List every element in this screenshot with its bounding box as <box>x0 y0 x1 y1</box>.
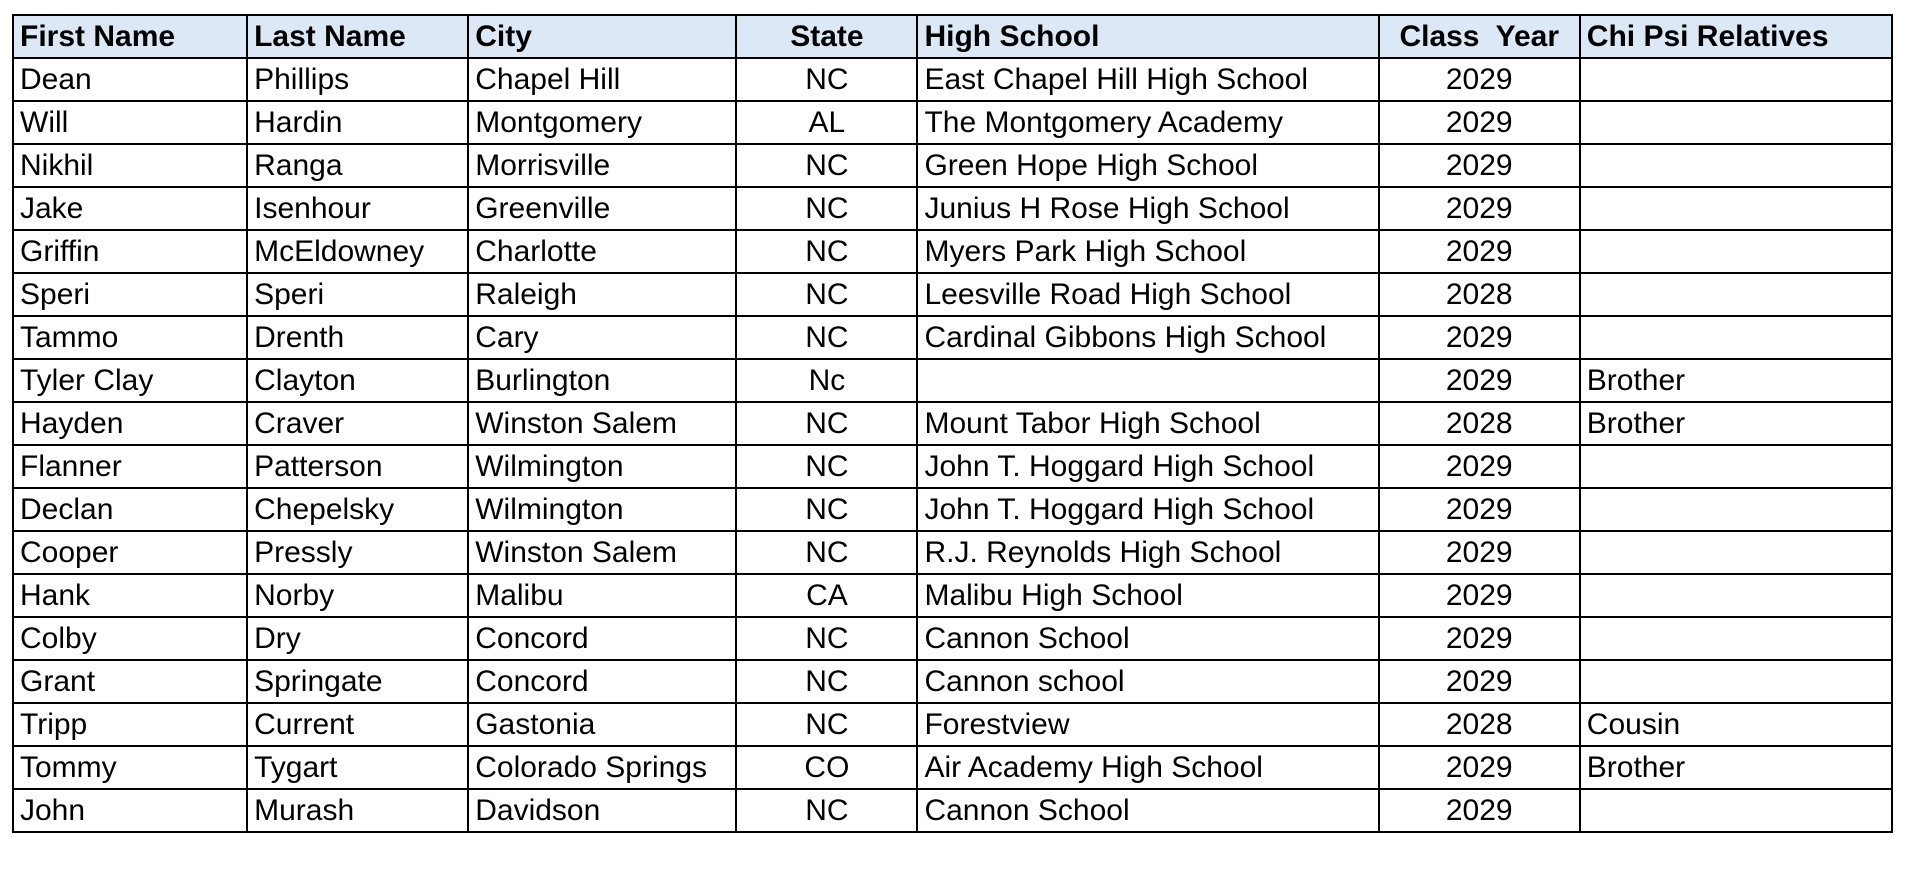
table-row <box>13 488 1892 531</box>
cell-last-name[interactable]: Ranga <box>247 144 468 187</box>
cell-first-name[interactable]: Tripp <box>13 703 247 746</box>
cell-high-school[interactable]: Cannon school <box>917 660 1378 703</box>
table-row <box>13 703 1892 746</box>
cell-chi-psi-relatives[interactable]: Cousin <box>1580 703 1892 746</box>
cell-city[interactable]: Wilmington <box>468 488 736 531</box>
header-high-school[interactable]: High School <box>917 15 1378 58</box>
cell-state[interactable]: NC <box>736 617 917 660</box>
cell-city[interactable]: Raleigh <box>468 273 736 316</box>
table-row <box>13 617 1892 660</box>
cell-last-name[interactable]: Hardin <box>247 101 468 144</box>
cell-first-name[interactable]: John <box>13 789 247 832</box>
cell-class-year[interactable]: 2029 <box>1379 101 1580 144</box>
cell-city[interactable]: Burlington <box>468 359 736 402</box>
cell-last-name[interactable]: Chepelsky <box>247 488 468 531</box>
cell-state[interactable]: CA <box>736 574 917 617</box>
table-row <box>13 445 1892 488</box>
cell-city[interactable]: Davidson <box>468 789 736 832</box>
cell-state[interactable]: NC <box>736 230 917 273</box>
cell-first-name[interactable]: Tyler Clay <box>13 359 247 402</box>
table-row <box>13 101 1892 144</box>
cell-city[interactable]: Wilmington <box>468 445 736 488</box>
cell-class-year[interactable]: 2029 <box>1379 746 1580 789</box>
cell-class-year[interactable]: 2029 <box>1379 789 1580 832</box>
cell-high-school[interactable]: Cardinal Gibbons High School <box>917 316 1378 359</box>
cell-high-school[interactable]: Malibu High School <box>917 574 1378 617</box>
cell-city[interactable]: Chapel Hill <box>468 58 736 101</box>
cell-first-name[interactable]: Hayden <box>13 402 247 445</box>
cell-high-school[interactable]: R.J. Reynolds High School <box>917 531 1378 574</box>
table-row <box>13 144 1892 187</box>
cell-high-school[interactable]: The Montgomery Academy <box>917 101 1378 144</box>
table-row <box>13 230 1892 273</box>
cell-state[interactable]: Nc <box>736 359 917 402</box>
cell-high-school[interactable]: Leesville Road High School <box>917 273 1378 316</box>
cell-first-name[interactable]: Hank <box>13 574 247 617</box>
cell-city[interactable]: Concord <box>468 617 736 660</box>
cell-state[interactable]: NC <box>736 531 917 574</box>
cell-chi-psi-relatives[interactable] <box>1580 58 1892 101</box>
cell-chi-psi-relatives[interactable] <box>1580 531 1892 574</box>
cell-city[interactable]: Malibu <box>468 574 736 617</box>
cell-class-year[interactable]: 2029 <box>1379 187 1580 230</box>
table-row <box>13 402 1892 445</box>
cell-class-year[interactable]: 2029 <box>1379 58 1580 101</box>
table-row <box>13 316 1892 359</box>
cell-last-name[interactable]: Norby <box>247 574 468 617</box>
cell-class-year[interactable]: 2028 <box>1379 402 1580 445</box>
cell-class-year[interactable]: 2029 <box>1379 144 1580 187</box>
cell-class-year[interactable]: 2029 <box>1379 488 1580 531</box>
cell-chi-psi-relatives[interactable] <box>1580 574 1892 617</box>
cell-chi-psi-relatives[interactable] <box>1580 789 1892 832</box>
cell-high-school[interactable]: Myers Park High School <box>917 230 1378 273</box>
cell-class-year[interactable]: 2028 <box>1379 703 1580 746</box>
cell-first-name[interactable]: Cooper <box>13 531 247 574</box>
cell-city[interactable]: Morrisville <box>468 144 736 187</box>
cell-city[interactable]: Winston Salem <box>468 531 736 574</box>
cell-state[interactable]: NC <box>736 316 917 359</box>
table-body <box>13 58 1892 832</box>
cell-high-school[interactable]: Cannon School <box>917 789 1378 832</box>
cell-class-year[interactable]: 2028 <box>1379 273 1580 316</box>
cell-state[interactable]: NC <box>736 789 917 832</box>
table-row <box>13 531 1892 574</box>
cell-class-year[interactable]: 2029 <box>1379 316 1580 359</box>
cell-chi-psi-relatives[interactable] <box>1580 273 1892 316</box>
cell-state[interactable]: NC <box>736 660 917 703</box>
cell-last-name[interactable]: Dry <box>247 617 468 660</box>
cell-class-year[interactable]: 2029 <box>1379 660 1580 703</box>
table-row <box>13 187 1892 230</box>
cell-high-school[interactable]: Junius H Rose High School <box>917 187 1378 230</box>
header-last-name[interactable]: Last Name <box>247 15 468 58</box>
table-row <box>13 273 1892 316</box>
cell-last-name[interactable]: Craver <box>247 402 468 445</box>
cell-chi-psi-relatives[interactable]: Brother <box>1580 746 1892 789</box>
cell-high-school[interactable] <box>917 359 1378 402</box>
cell-first-name[interactable]: Jake <box>13 187 247 230</box>
cell-class-year[interactable]: 2029 <box>1379 445 1580 488</box>
cell-first-name[interactable]: Griffin <box>13 230 247 273</box>
header-first-name[interactable]: First Name <box>13 15 247 58</box>
cell-high-school[interactable]: John T. Hoggard High School <box>917 488 1378 531</box>
header-city[interactable]: City <box>468 15 736 58</box>
cell-last-name[interactable]: Speri <box>247 273 468 316</box>
header-row <box>13 15 1892 58</box>
cell-last-name[interactable]: Pressly <box>247 531 468 574</box>
header-chi-psi-relatives[interactable]: Chi Psi Relatives <box>1580 15 1892 58</box>
cell-high-school[interactable]: Cannon School <box>917 617 1378 660</box>
cell-state[interactable]: NC <box>736 144 917 187</box>
cell-chi-psi-relatives[interactable] <box>1580 316 1892 359</box>
cell-state[interactable]: CO <box>736 746 917 789</box>
cell-first-name[interactable]: Flanner <box>13 445 247 488</box>
cell-chi-psi-relatives[interactable]: Brother <box>1580 359 1892 402</box>
cell-chi-psi-relatives[interactable]: Brother <box>1580 402 1892 445</box>
table-row <box>13 789 1892 832</box>
cell-chi-psi-relatives[interactable] <box>1580 488 1892 531</box>
cell-class-year[interactable]: 2029 <box>1379 574 1580 617</box>
cell-class-year[interactable]: 2029 <box>1379 359 1580 402</box>
cell-first-name[interactable]: Declan <box>13 488 247 531</box>
cell-high-school[interactable]: Forestview <box>917 703 1378 746</box>
cell-city[interactable]: Gastonia <box>468 703 736 746</box>
cell-high-school[interactable]: John T. Hoggard High School <box>917 445 1378 488</box>
cell-chi-psi-relatives[interactable] <box>1580 617 1892 660</box>
cell-last-name[interactable]: Phillips <box>247 58 468 101</box>
cell-high-school[interactable]: East Chapel Hill High School <box>917 58 1378 101</box>
cell-chi-psi-relatives[interactable] <box>1580 101 1892 144</box>
cell-chi-psi-relatives[interactable] <box>1580 660 1892 703</box>
cell-last-name[interactable]: Clayton <box>247 359 468 402</box>
cell-high-school[interactable]: Mount Tabor High School <box>917 402 1378 445</box>
cell-first-name[interactable]: Tommy <box>13 746 247 789</box>
cell-class-year[interactable]: 2029 <box>1379 617 1580 660</box>
cell-city[interactable]: Greenville <box>468 187 736 230</box>
cell-state[interactable]: NC <box>736 402 917 445</box>
cell-chi-psi-relatives[interactable] <box>1580 230 1892 273</box>
cell-high-school[interactable]: Green Hope High School <box>917 144 1378 187</box>
cell-state[interactable]: NC <box>736 58 917 101</box>
cell-chi-psi-relatives[interactable] <box>1580 187 1892 230</box>
cell-class-year[interactable]: 2029 <box>1379 230 1580 273</box>
cell-state[interactable]: NC <box>736 445 917 488</box>
cell-first-name[interactable]: Will <box>13 101 247 144</box>
cell-class-year[interactable]: 2029 <box>1379 531 1580 574</box>
cell-high-school[interactable]: Air Academy High School <box>917 746 1378 789</box>
cell-first-name[interactable]: Tammo <box>13 316 247 359</box>
header-state[interactable]: State <box>736 15 917 58</box>
cell-city[interactable]: Charlotte <box>468 230 736 273</box>
header-class-year[interactable]: Class Year <box>1379 15 1580 58</box>
cell-city[interactable]: Montgomery <box>468 101 736 144</box>
cell-state[interactable]: NC <box>736 273 917 316</box>
cell-first-name[interactable]: Speri <box>13 273 247 316</box>
cell-city[interactable]: Winston Salem <box>468 402 736 445</box>
cell-state[interactable]: AL <box>736 101 917 144</box>
table-row <box>13 746 1892 789</box>
cell-first-name[interactable]: Grant <box>13 660 247 703</box>
cell-last-name[interactable]: Isenhour <box>247 187 468 230</box>
table-header <box>13 15 1892 58</box>
cell-chi-psi-relatives[interactable] <box>1580 144 1892 187</box>
cell-city[interactable]: Colorado Springs <box>468 746 736 789</box>
cell-last-name[interactable]: Patterson <box>247 445 468 488</box>
cell-chi-psi-relatives[interactable] <box>1580 445 1892 488</box>
cell-state[interactable]: NC <box>736 488 917 531</box>
cell-last-name[interactable]: Current <box>247 703 468 746</box>
cell-last-name[interactable]: Drenth <box>247 316 468 359</box>
cell-last-name[interactable]: Murash <box>247 789 468 832</box>
cell-city[interactable]: Concord <box>468 660 736 703</box>
cell-last-name[interactable]: Tygart <box>247 746 468 789</box>
cell-last-name[interactable]: McEldowney <box>247 230 468 273</box>
table-row <box>13 58 1892 101</box>
cell-first-name[interactable]: Dean <box>13 58 247 101</box>
cell-state[interactable]: NC <box>736 187 917 230</box>
cell-last-name[interactable]: Springate <box>247 660 468 703</box>
pledge-roster-table <box>12 14 1893 833</box>
table-row <box>13 574 1892 617</box>
cell-first-name[interactable]: Colby <box>13 617 247 660</box>
cell-city[interactable]: Cary <box>468 316 736 359</box>
cell-state[interactable]: NC <box>736 703 917 746</box>
table-row <box>13 359 1892 402</box>
table-row <box>13 660 1892 703</box>
cell-first-name[interactable]: Nikhil <box>13 144 247 187</box>
